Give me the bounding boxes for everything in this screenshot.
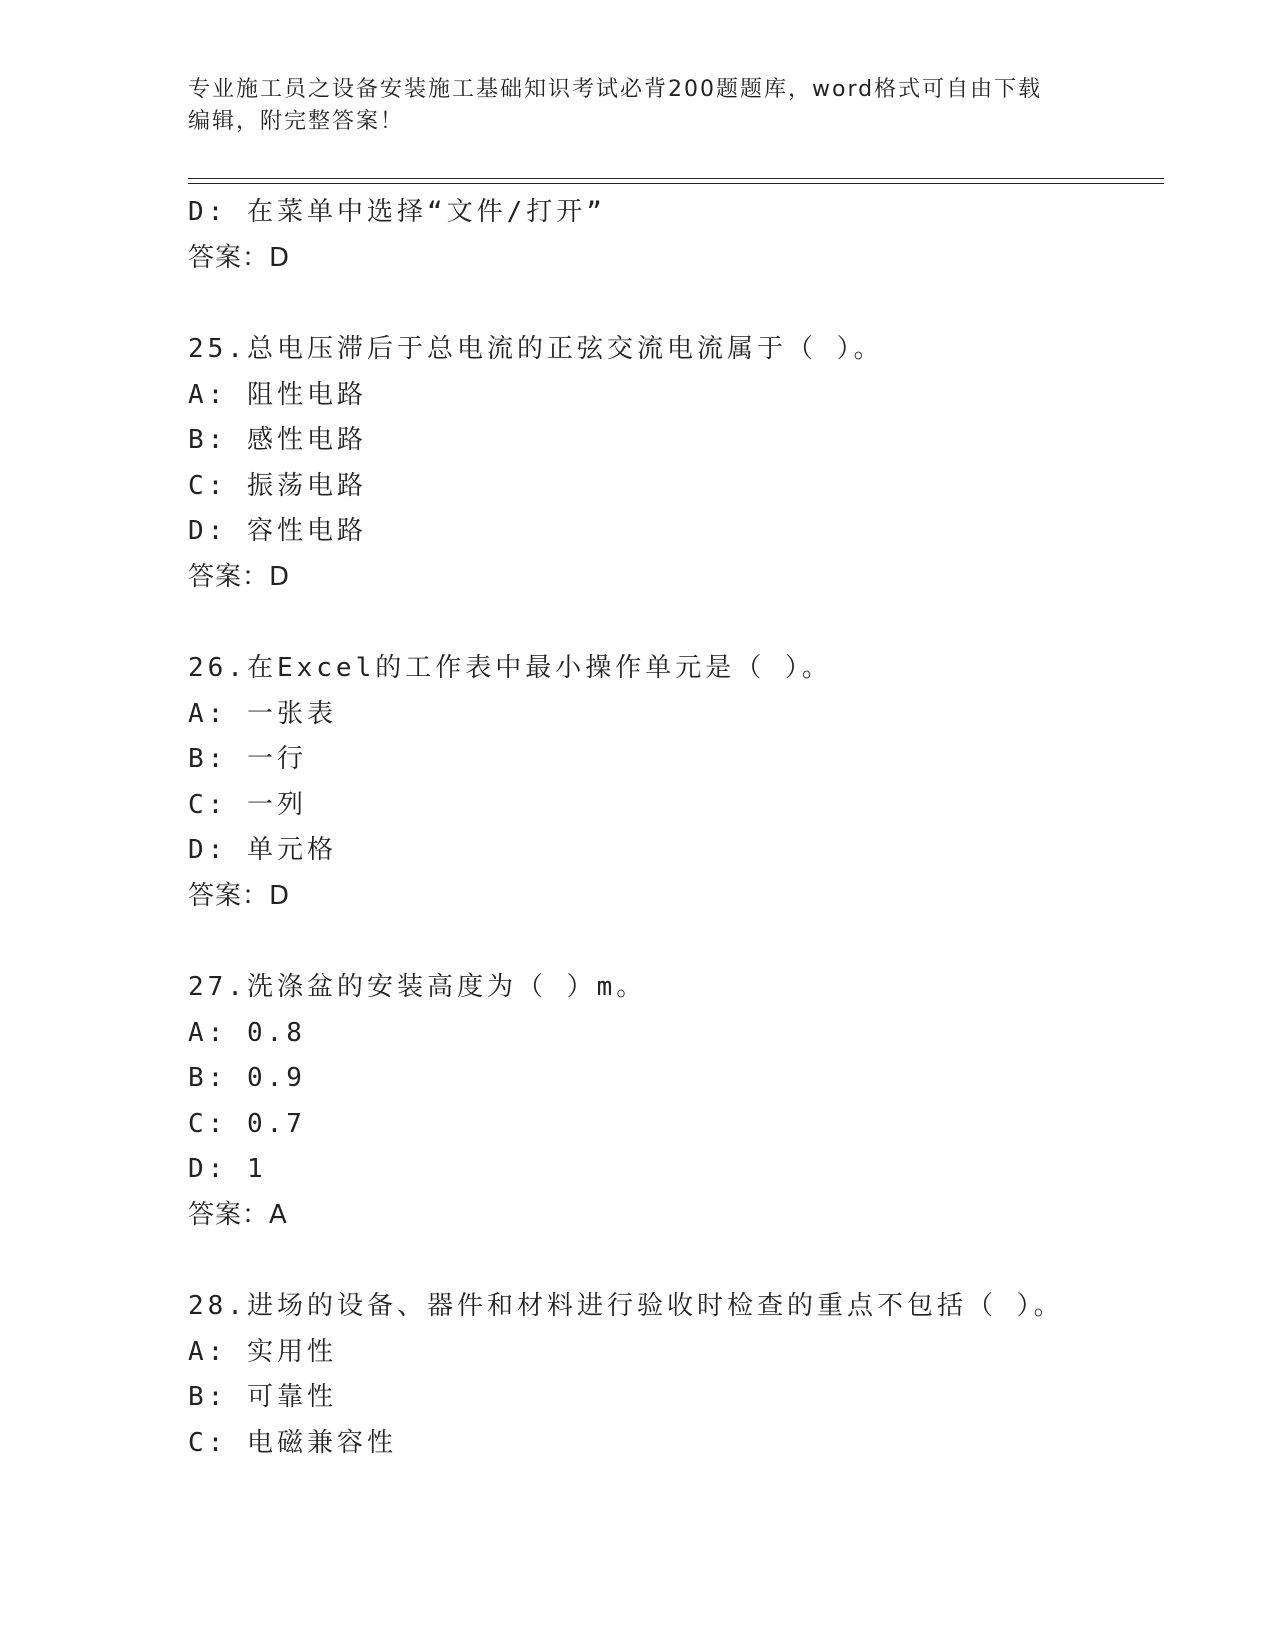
document-header	[188, 74, 1088, 138]
question-27	[188, 965, 1168, 1238]
header-line-2: 编辑，附完整答案！	[188, 109, 405, 134]
question-25	[188, 327, 1168, 600]
option-b: B: 一行	[188, 744, 307, 774]
option-c: C: 振荡电路	[188, 470, 367, 501]
option-b: B: 0.9	[188, 1063, 306, 1093]
option-a: A: 0.8	[188, 1017, 306, 1048]
option-d: D: 容性电路	[188, 516, 367, 546]
option-a: A: 一张表	[188, 698, 337, 729]
answer-line: 答案：D	[188, 880, 291, 911]
option-c: C: 0.7	[188, 1108, 306, 1139]
option-c: C: 一列	[188, 789, 307, 820]
option-c: C: 电磁兼容性	[188, 1427, 397, 1458]
header-rule-bottom	[188, 183, 1164, 184]
question-26	[188, 646, 1168, 919]
option-d: D: 1	[188, 1154, 267, 1184]
answer-line: 答案：A	[188, 1199, 288, 1230]
question-stem: 27.洗涤盆的安装高度为（ ）m。	[188, 972, 647, 1002]
option-b: B: 感性电路	[188, 425, 367, 455]
option-a: A: 实用性	[188, 1336, 337, 1367]
option-b: B: 可靠性	[188, 1382, 337, 1412]
answer-line: 答案：D	[188, 561, 291, 592]
question-list	[188, 190, 1168, 1466]
question-stem: 25.总电压滞后于总电流的正弦交流电流属于（ ）。	[188, 334, 884, 364]
answer-line: 答案：D	[188, 242, 291, 273]
option-a: A: 阻性电路	[188, 379, 367, 410]
header-line-1: 专业施工员之设备安装施工基础知识考试必背200题题库，word格式可自由下载	[188, 77, 1043, 102]
previous-question-fragment	[188, 190, 1168, 281]
question-28	[188, 1284, 1168, 1466]
question-stem: 28.进场的设备、器件和材料进行验收时检查的重点不包括（ ）。	[188, 1291, 1064, 1321]
option-d: D: 单元格	[188, 835, 337, 865]
option-d: D: 在菜单中选择“文件/打开”	[188, 197, 606, 227]
header-rule-top	[188, 178, 1164, 179]
question-stem: 26.在Excel的工作表中最小操作单元是（ ）。	[188, 653, 832, 683]
